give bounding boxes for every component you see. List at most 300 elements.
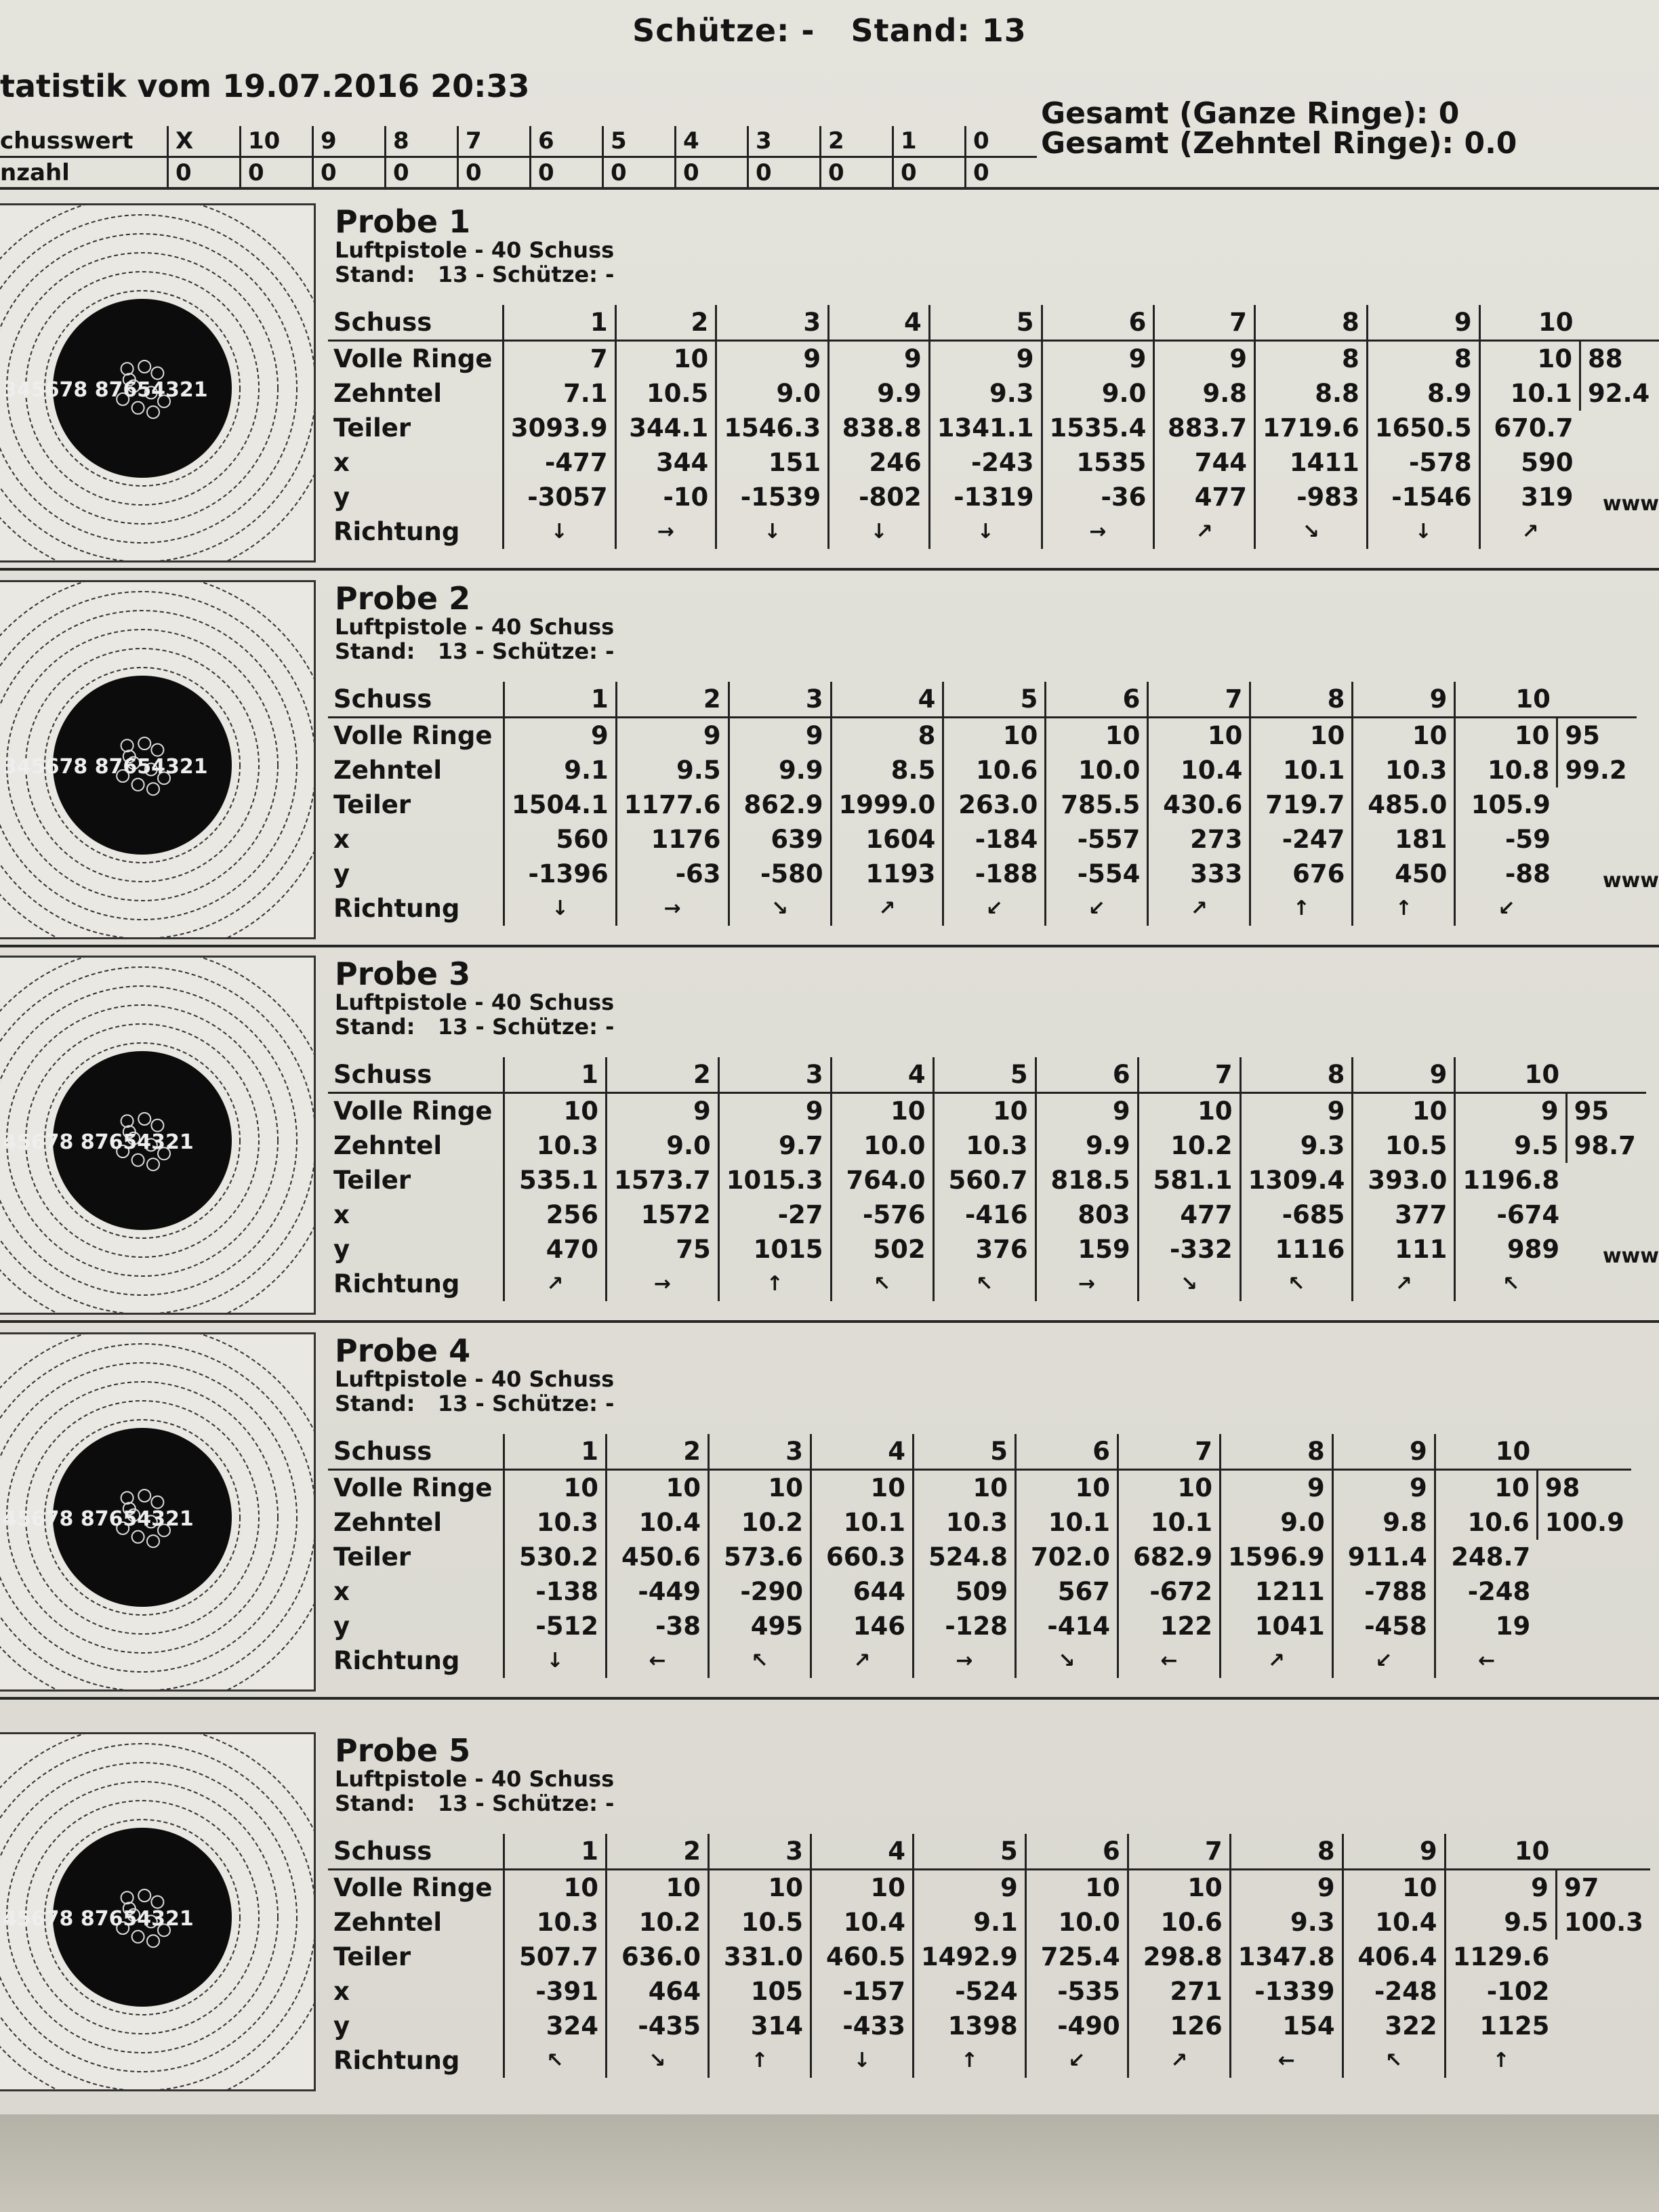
cell-x: 151 xyxy=(716,445,829,480)
cell-volle: 9 xyxy=(504,718,617,754)
cell-teiler: 1596.9 xyxy=(1221,1540,1333,1574)
cell-volle: 9 xyxy=(1036,1093,1138,1129)
cell-y: -1396 xyxy=(504,857,617,891)
dist-value: 5 xyxy=(603,126,676,157)
row-x xyxy=(328,445,1659,480)
cell-zehntel: 9.3 xyxy=(1230,1905,1343,1940)
direction-arrow-icon: ↘ xyxy=(607,2043,709,2078)
total-empty xyxy=(1556,2043,1650,2078)
cell-zehntel: 10.0 xyxy=(1046,753,1148,787)
total-volle-ringe: 98 xyxy=(1537,1470,1631,1506)
row-label: Volle Ringe xyxy=(333,1873,493,1902)
cell-zehntel: 10.4 xyxy=(1148,753,1250,787)
cell-volle: 9 xyxy=(1455,1093,1566,1129)
cell-volle: 10 xyxy=(504,1093,607,1129)
cell-teiler: 636.0 xyxy=(607,1940,709,1974)
cell-x: 1211 xyxy=(1221,1574,1333,1609)
cell-schuss: 7 xyxy=(1138,1057,1240,1093)
cell-y: -1319 xyxy=(929,480,1042,514)
cell-volle: 10 xyxy=(504,1470,607,1506)
cell-schuss: 10 xyxy=(1479,305,1580,341)
row-y xyxy=(328,480,1659,514)
cell-schuss: 10 xyxy=(1455,682,1557,718)
cell-teiler: 1719.6 xyxy=(1255,411,1368,445)
probe-stand: Stand: 13 - Schütze: - xyxy=(335,1014,615,1040)
cell-teiler: 682.9 xyxy=(1118,1540,1221,1574)
probe-title: Probe 5 xyxy=(335,1732,471,1769)
cell-volle: 10 xyxy=(1479,341,1580,377)
row-richtung xyxy=(328,2043,1650,2078)
cell-y: 1125 xyxy=(1445,2009,1556,2043)
cell-x: -557 xyxy=(1046,822,1148,857)
direction-arrow-icon: ↙ xyxy=(943,891,1046,926)
cell-y: -802 xyxy=(829,480,930,514)
cell-x: 344 xyxy=(615,445,716,480)
cell-x: 464 xyxy=(607,1974,709,2009)
cell-schuss: 3 xyxy=(709,1434,811,1470)
direction-arrow-icon: → xyxy=(914,1643,1016,1678)
cell-schuss: 9 xyxy=(1332,1434,1435,1470)
row-zehntel xyxy=(328,1905,1650,1940)
cell-zehntel: 10.1 xyxy=(1118,1505,1221,1540)
cell-x: 644 xyxy=(811,1574,914,1609)
dist-count: 0 xyxy=(603,157,676,188)
total-empty xyxy=(1580,445,1659,480)
cell-x: -576 xyxy=(831,1197,933,1232)
cell-volle: 10 xyxy=(607,1470,709,1506)
cell-y: -1539 xyxy=(716,480,829,514)
total-empty xyxy=(1556,2009,1650,2043)
cell-teiler: 1504.1 xyxy=(504,787,617,822)
total-empty xyxy=(1566,1057,1646,1093)
cell-volle: 10 xyxy=(811,1470,914,1506)
direction-arrow-icon: → xyxy=(615,514,716,549)
cell-zehntel: 8.8 xyxy=(1255,376,1368,411)
cell-zehntel: 10.1 xyxy=(1016,1505,1118,1540)
total-empty xyxy=(1556,1974,1650,2009)
dist-count: 0 xyxy=(531,157,603,188)
cell-x: -290 xyxy=(709,1574,811,1609)
row-y xyxy=(328,857,1637,891)
cell-volle: 10 xyxy=(1435,1470,1537,1506)
cell-teiler: 1999.0 xyxy=(831,787,943,822)
total-empty xyxy=(1537,1540,1631,1574)
direction-arrow-icon: ↓ xyxy=(716,514,829,549)
cell-volle: 9 xyxy=(914,1870,1026,1906)
background-surface xyxy=(0,2114,1659,2212)
cell-teiler: 1650.5 xyxy=(1367,411,1479,445)
cell-zehntel: 9.7 xyxy=(718,1128,831,1163)
cell-zehntel: 9.0 xyxy=(1042,376,1154,411)
cell-zehntel: 10.2 xyxy=(1138,1128,1240,1163)
probe-discipline: Luftpistole - 40 Schuss xyxy=(335,1766,615,1792)
cell-teiler: 1196.8 xyxy=(1455,1163,1566,1197)
row-label: x xyxy=(333,825,350,854)
section-divider xyxy=(0,568,1659,571)
cell-zehntel: 9.3 xyxy=(929,376,1042,411)
cell-x: 377 xyxy=(1353,1197,1455,1232)
row-richtung xyxy=(328,514,1659,549)
direction-arrow-icon: ← xyxy=(1435,1643,1537,1678)
section-divider xyxy=(0,1697,1659,1700)
cell-volle: 10 xyxy=(811,1870,914,1906)
cell-y: 111 xyxy=(1353,1232,1455,1267)
row-label: Schuss xyxy=(328,1057,504,1093)
cell-x: 1604 xyxy=(831,822,943,857)
cell-y: -36 xyxy=(1042,480,1154,514)
cell-teiler: 450.6 xyxy=(607,1540,709,1574)
cell-x: -477 xyxy=(503,445,615,480)
cell-zehntel: 9.5 xyxy=(616,753,729,787)
cell-zehntel: 8.5 xyxy=(831,753,943,787)
cell-x: 256 xyxy=(504,1197,607,1232)
shot-table xyxy=(328,1434,1631,1678)
cell-schuss: 4 xyxy=(811,1834,914,1870)
row-label: Teiler xyxy=(333,1942,411,1971)
cell-teiler: 1015.3 xyxy=(718,1163,831,1197)
dist-value: 1 xyxy=(893,126,966,157)
cell-volle: 10 xyxy=(1138,1093,1240,1129)
shot-table xyxy=(328,682,1637,926)
cell-y: 322 xyxy=(1343,2009,1445,2043)
cell-schuss: 7 xyxy=(1128,1834,1230,1870)
direction-arrow-icon: ↓ xyxy=(504,891,617,926)
cell-schuss: 7 xyxy=(1148,682,1250,718)
cell-y: -3057 xyxy=(503,480,615,514)
cell-zehntel: 9.0 xyxy=(607,1128,719,1163)
cell-volle: 10 xyxy=(1128,1870,1230,1906)
direction-arrow-icon: ↑ xyxy=(1353,891,1455,926)
cell-y: -1546 xyxy=(1367,480,1479,514)
cell-y: 676 xyxy=(1250,857,1353,891)
direction-arrow-icon: ↑ xyxy=(718,1267,831,1301)
total-empty xyxy=(1580,411,1659,445)
direction-arrow-icon: ↓ xyxy=(503,514,615,549)
cell-x: -138 xyxy=(504,1574,607,1609)
row-richtung xyxy=(328,1267,1646,1301)
probe-title: Probe 4 xyxy=(335,1332,471,1369)
cell-teiler: 248.7 xyxy=(1435,1540,1537,1574)
cell-x: -102 xyxy=(1445,1974,1556,2009)
direction-arrow-icon: ↙ xyxy=(1332,1643,1435,1678)
shot-table xyxy=(328,1057,1646,1301)
cell-volle: 10 xyxy=(709,1870,811,1906)
cell-y: 324 xyxy=(504,2009,607,2043)
cell-volle: 9 xyxy=(718,1093,831,1129)
cell-y: 154 xyxy=(1230,2009,1343,2043)
cell-x: -27 xyxy=(718,1197,831,1232)
target-ring-numbers: 345678 87654321 xyxy=(3,755,208,779)
dist-count: 0 xyxy=(458,157,531,188)
cell-schuss: 9 xyxy=(1343,1834,1445,1870)
cell-schuss: 1 xyxy=(504,1434,607,1470)
row-x xyxy=(328,822,1637,857)
dist-value: 2 xyxy=(821,126,893,157)
cell-schuss: 4 xyxy=(831,682,943,718)
total-empty xyxy=(1556,1940,1650,1974)
cell-schuss: 4 xyxy=(829,305,930,341)
total-empty xyxy=(1566,1267,1646,1301)
cell-zehntel: 10.5 xyxy=(615,376,716,411)
dist-value: 7 xyxy=(458,126,531,157)
cell-x: -788 xyxy=(1332,1574,1435,1609)
cell-x: 1535 xyxy=(1042,445,1154,480)
cell-teiler: 507.7 xyxy=(504,1940,607,1974)
cell-volle: 10 xyxy=(831,1093,933,1129)
cell-teiler: 911.4 xyxy=(1332,1540,1435,1574)
cell-zehntel: 9.9 xyxy=(729,753,831,787)
cell-zehntel: 10.2 xyxy=(709,1505,811,1540)
cell-schuss: 2 xyxy=(615,305,716,341)
direction-arrow-icon: ← xyxy=(1230,2043,1343,2078)
row-label: Schuss xyxy=(328,1834,504,1870)
cell-teiler: 535.1 xyxy=(504,1163,607,1197)
row-richtung xyxy=(328,891,1637,926)
dist-count: 0 xyxy=(966,157,1038,188)
cell-volle: 9 xyxy=(1240,1093,1353,1129)
cell-x: -685 xyxy=(1240,1197,1353,1232)
cell-schuss: 7 xyxy=(1118,1434,1221,1470)
cell-schuss: 8 xyxy=(1240,1057,1353,1093)
cell-schuss: 6 xyxy=(1046,682,1148,718)
cell-y: -458 xyxy=(1332,1609,1435,1643)
row-label: Teiler xyxy=(333,413,411,443)
footer-url: www xyxy=(1602,869,1659,893)
cell-x: 1176 xyxy=(616,822,729,857)
dist-value: 4 xyxy=(676,126,748,157)
cell-y: 314 xyxy=(709,2009,811,2043)
probe-section xyxy=(0,1332,1659,1692)
cell-schuss: 1 xyxy=(504,682,617,718)
cell-schuss: 8 xyxy=(1255,305,1368,341)
cell-y: 1398 xyxy=(914,2009,1026,2043)
total-volle-ringe: 88 xyxy=(1580,341,1659,377)
row-label: Zehntel xyxy=(333,379,443,408)
cell-volle: 9 xyxy=(729,718,831,754)
dist-count: 0 xyxy=(821,157,893,188)
cell-y: 1015 xyxy=(718,1232,831,1267)
cell-y: -38 xyxy=(607,1609,709,1643)
cell-schuss: 10 xyxy=(1455,1057,1566,1093)
total-zehntel: 100.3 xyxy=(1556,1905,1650,1940)
cell-schuss: 3 xyxy=(716,305,829,341)
cell-zehntel: 9.8 xyxy=(1154,376,1255,411)
cell-x: -247 xyxy=(1250,822,1353,857)
cell-zehntel: 10.8 xyxy=(1455,753,1557,787)
cell-zehntel: 10.4 xyxy=(607,1505,709,1540)
direction-arrow-icon: ↑ xyxy=(709,2043,811,2078)
cell-zehntel: 9.9 xyxy=(829,376,930,411)
total-empty xyxy=(1557,891,1637,926)
total-empty xyxy=(1566,1163,1646,1197)
cell-x: -672 xyxy=(1118,1574,1221,1609)
dist-value: 3 xyxy=(748,126,821,157)
target-ring-numbers: 45678 87654321 xyxy=(3,1130,194,1154)
row-teiler xyxy=(328,1163,1646,1197)
target-rings-icon xyxy=(0,205,316,562)
cell-teiler: 1347.8 xyxy=(1230,1940,1343,1974)
cell-x: -524 xyxy=(914,1974,1026,2009)
row-zehntel xyxy=(328,376,1659,411)
cell-volle: 10 xyxy=(1455,718,1557,754)
cell-schuss: 1 xyxy=(504,1834,607,1870)
cell-y: 126 xyxy=(1128,2009,1230,2043)
cell-teiler: 719.7 xyxy=(1250,787,1353,822)
probe-discipline: Luftpistole - 40 Schuss xyxy=(335,989,615,1015)
direction-arrow-icon: ↘ xyxy=(1255,514,1368,549)
cell-volle: 9 xyxy=(716,341,829,377)
probe-stand: Stand: 13 - Schütze: - xyxy=(335,1790,615,1816)
cell-volle: 10 xyxy=(709,1470,811,1506)
total-empty xyxy=(1557,682,1637,718)
footer-url: www xyxy=(1602,492,1659,516)
cell-y: -490 xyxy=(1025,2009,1128,2043)
total-empty xyxy=(1557,822,1637,857)
cell-teiler: 1492.9 xyxy=(914,1940,1026,1974)
probe-title: Probe 2 xyxy=(335,580,471,617)
row-label: Richtung xyxy=(333,517,460,546)
dist-count: 0 xyxy=(168,157,241,188)
cell-teiler: 862.9 xyxy=(729,787,831,822)
cell-zehntel: 10.6 xyxy=(1435,1505,1537,1540)
total-empty xyxy=(1566,1197,1646,1232)
cell-schuss: 9 xyxy=(1367,305,1479,341)
cell-schuss: 2 xyxy=(607,1057,719,1093)
cell-volle: 10 xyxy=(914,1470,1016,1506)
cell-x: 246 xyxy=(829,445,930,480)
cell-x: 1411 xyxy=(1255,445,1368,480)
total-empty xyxy=(1537,1574,1631,1609)
cell-teiler: 1573.7 xyxy=(607,1163,719,1197)
cell-zehntel: 10.0 xyxy=(1025,1905,1128,1940)
cell-volle: 10 xyxy=(1148,718,1250,754)
direction-arrow-icon: ↗ xyxy=(1148,891,1250,926)
cell-volle: 10 xyxy=(1353,1093,1455,1129)
direction-arrow-icon: ↘ xyxy=(1138,1267,1240,1301)
cell-y: -63 xyxy=(616,857,729,891)
row-label: Teiler xyxy=(333,1166,411,1195)
cell-teiler: 485.0 xyxy=(1353,787,1455,822)
row-label: Schuss xyxy=(328,682,504,718)
cell-volle: 9 xyxy=(616,718,729,754)
direction-arrow-icon: ↗ xyxy=(1221,1643,1333,1678)
gesamt-ganze-ringe: Gesamt (Ganze Ringe): 0 xyxy=(1041,96,1460,131)
cell-teiler: 573.6 xyxy=(709,1540,811,1574)
cell-teiler: 298.8 xyxy=(1128,1940,1230,1974)
cell-y: -128 xyxy=(914,1609,1016,1643)
direction-arrow-icon: ↑ xyxy=(1250,891,1353,926)
row-volle xyxy=(328,1093,1646,1129)
cell-schuss: 5 xyxy=(914,1434,1016,1470)
cell-schuss: 8 xyxy=(1230,1834,1343,1870)
cell-zehntel: 10.5 xyxy=(709,1905,811,1940)
cell-volle: 9 xyxy=(1154,341,1255,377)
header-stand: Stand: 13 xyxy=(851,12,1027,49)
row-teiler xyxy=(328,411,1659,445)
total-empty xyxy=(1556,1834,1650,1870)
row-label: x xyxy=(333,1577,350,1606)
cell-teiler: 460.5 xyxy=(811,1940,914,1974)
direction-arrow-icon: ↗ xyxy=(1479,514,1580,549)
cell-x: -1339 xyxy=(1230,1974,1343,2009)
cell-teiler: 560.7 xyxy=(933,1163,1036,1197)
row-volle xyxy=(328,341,1659,377)
cell-x: 181 xyxy=(1353,822,1455,857)
cell-zehntel: 10.1 xyxy=(811,1505,914,1540)
probe-discipline: Luftpistole - 40 Schuss xyxy=(335,237,615,263)
row-schuss xyxy=(328,1834,1650,1870)
row-label: Richtung xyxy=(333,1646,460,1675)
cell-x: 744 xyxy=(1154,445,1255,480)
cell-zehntel: 10.3 xyxy=(914,1505,1016,1540)
cell-schuss: 8 xyxy=(1221,1434,1333,1470)
cell-teiler: 725.4 xyxy=(1025,1940,1128,1974)
dist-value: 10 xyxy=(241,126,313,157)
cell-schuss: 1 xyxy=(503,305,615,341)
cell-zehntel: 9.5 xyxy=(1455,1128,1566,1163)
cell-x: -184 xyxy=(943,822,1046,857)
cell-x: -578 xyxy=(1367,445,1479,480)
total-zehntel: 100.9 xyxy=(1537,1505,1631,1540)
cell-schuss: 6 xyxy=(1036,1057,1138,1093)
cell-zehntel: 9.0 xyxy=(716,376,829,411)
cell-volle: 9 xyxy=(1230,1870,1343,1906)
direction-arrow-icon: → xyxy=(1042,514,1154,549)
cell-volle: 10 xyxy=(1118,1470,1221,1506)
dist-value: X xyxy=(168,126,241,157)
cell-y: -580 xyxy=(729,857,831,891)
cell-zehntel: 10.2 xyxy=(607,1905,709,1940)
row-label: Volle Ringe xyxy=(333,1097,493,1126)
cell-volle: 8 xyxy=(831,718,943,754)
row-label: Zehntel xyxy=(333,1908,443,1937)
cell-x: 590 xyxy=(1479,445,1580,480)
cell-y: 1193 xyxy=(831,857,943,891)
direction-arrow-icon: ↘ xyxy=(729,891,831,926)
cell-y: 989 xyxy=(1455,1232,1566,1267)
cell-y: 477 xyxy=(1154,480,1255,514)
target-icon xyxy=(0,1332,316,1692)
cell-zehntel: 10.3 xyxy=(504,1905,607,1940)
row-label: Zehntel xyxy=(333,1131,443,1160)
cell-y: 1041 xyxy=(1221,1609,1333,1643)
direction-arrow-icon: ↗ xyxy=(1154,514,1255,549)
direction-arrow-icon: ↓ xyxy=(829,514,930,549)
gesamt-zehntel-ringe: Gesamt (Zehntel Ringe): 0.0 xyxy=(1041,126,1517,161)
cell-schuss: 9 xyxy=(1353,682,1455,718)
direction-arrow-icon: ↙ xyxy=(1025,2043,1128,2078)
cell-zehntel: 10.1 xyxy=(1479,376,1580,411)
cell-volle: 9 xyxy=(1221,1470,1333,1506)
cell-teiler: 530.2 xyxy=(504,1540,607,1574)
cell-teiler: 3093.9 xyxy=(503,411,615,445)
target-icon xyxy=(0,580,316,939)
cell-x: 105 xyxy=(709,1974,811,2009)
shot-table xyxy=(328,305,1659,549)
cell-x: 273 xyxy=(1148,822,1250,857)
cell-y: 333 xyxy=(1148,857,1250,891)
probe-stand: Stand: 13 - Schütze: - xyxy=(335,1391,615,1416)
distribution-label-schusswert: chusswert xyxy=(0,126,168,157)
cell-x: -59 xyxy=(1455,822,1557,857)
shot-table xyxy=(328,1834,1650,2078)
cell-schuss: 3 xyxy=(729,682,831,718)
cell-schuss: 3 xyxy=(718,1057,831,1093)
cell-teiler: 702.0 xyxy=(1016,1540,1118,1574)
section-divider xyxy=(0,187,1659,190)
cell-teiler: 1309.4 xyxy=(1240,1163,1353,1197)
probe-section xyxy=(0,580,1659,939)
